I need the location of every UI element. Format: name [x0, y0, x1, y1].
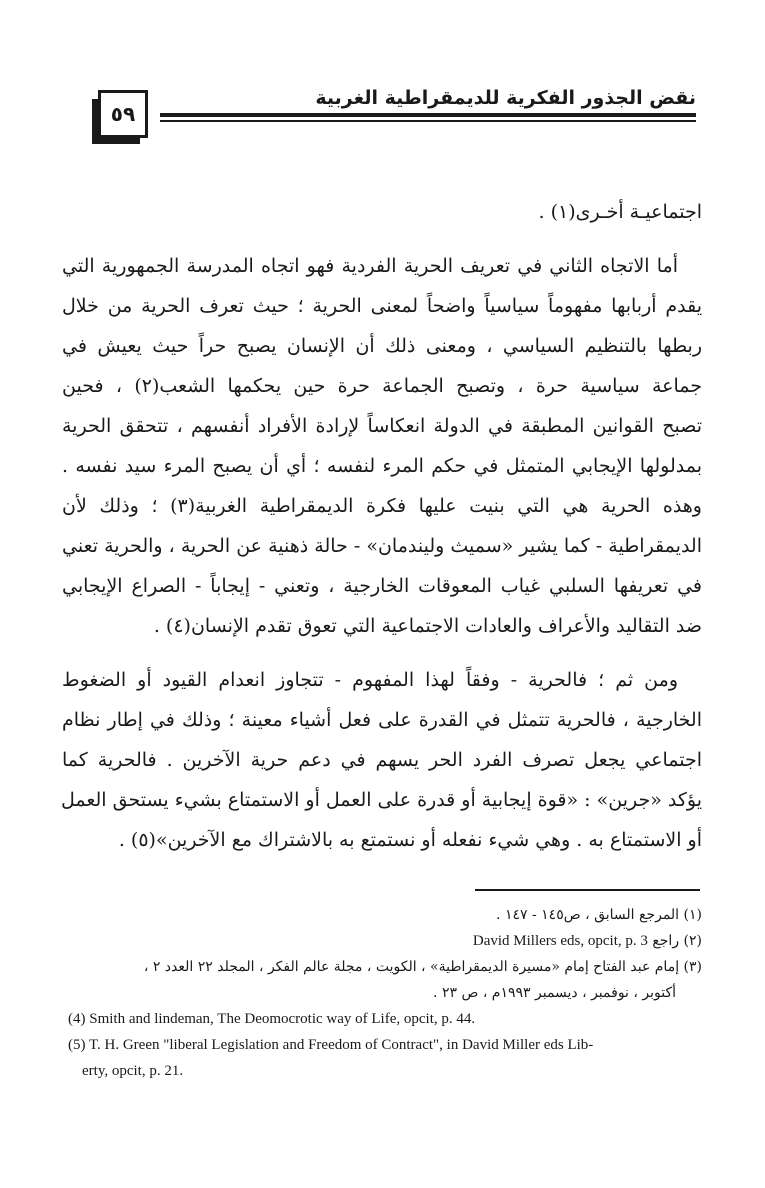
header-rule-thick [160, 113, 696, 117]
page-number: ٥٩ [110, 102, 136, 126]
header-rule-thin [160, 120, 696, 122]
text-line: ضد التقاليد والأعراف والعادات الاجتماعية التي تعوق تقدم الإنسان(٤) . [153, 615, 702, 637]
paragraph-2 [62, 246, 702, 646]
footnote-5-line-2: erty, opcit, p. 21. [82, 1063, 184, 1079]
footnote-1: (١) المرجع السابق ، ص١٤٥ - ١٤٧ . [496, 907, 702, 923]
text-line: ومن ثم ؛ فالحرية - وفقاً لهذا المفهوم - تتجاوز انعدام القيود أو الضغوط [62, 669, 678, 691]
text-line: يقدم أربابها مفهوماً سياسياً واضحاً لمعنى الحرية ؛ حيث تعرف الحرية من خلال [62, 295, 702, 317]
text-line: ربطها بالتنظيم السياسي ، ومعنى ذلك أن الإنسان يصبح حراً حيث يعيش في [62, 335, 702, 357]
page-number-box [98, 90, 148, 138]
footnote-separator [475, 889, 700, 891]
text-line: في تعريفها السلبي غياب المعوقات الخارجية ، وتعني - إيجاباً - الصراع الإيجابي [62, 575, 702, 597]
footnote-2-label: (٢) راجع [652, 933, 702, 949]
footnote-2-reference: David Millers eds, opcit, p. 3 [472, 933, 648, 949]
text-line: اجتماعي يجعل تصرف الفرد الحر يسهم في دعم حرية الآخرين . فالحرية كما [62, 749, 702, 771]
text-line: أو الاستمتاع به . وهي شيء نفعله أو نستمتع به بالاشتراك مع الآخرين»(٥) . [118, 829, 702, 851]
text-line: أما الاتجاه الثاني في تعريف الحرية الفردية فهو اتجاه المدرسة الجمهورية التي [62, 255, 678, 277]
text-line: الخارجية ، فالحرية تتمثل في القدرة على فعل أشياء معينة ؛ وذلك في إطار نظام [62, 709, 702, 731]
body-text [62, 192, 702, 860]
text-line: اجتماعيـة أخـرى(١) . [538, 201, 702, 223]
text-line: تصبح القوانين المطبقة في الدولة انعكاساً لإرادة الأفراد أنفسهم ، تتحقق الحرية [62, 415, 702, 437]
text-line: جماعة سياسية حرة ، وتصبح الجماعة حرة حين يحكمها الشعب(٢) ، فحين [62, 375, 702, 397]
text-line: وهذه الحرية هي التي بنيت عليها فكرة الديمقراطية الغربية(٣) ؛ وذلك لأن [62, 495, 702, 517]
text-line: بمدلولها الإيجابي المتمثل في حكم المرء لنفسه ؛ أي أن يصبح المرء سيد نفسه . [62, 455, 702, 477]
footnote-3-line-1: (٣) إمام عبد الفتاح إمام «مسيرة الديمقراطية» ، الكويت ، مجلة عالم الفكر ، المجلد ٢٢ العدد ٢ ، [143, 959, 702, 975]
footnotes [68, 902, 702, 1084]
paragraph-3 [62, 660, 702, 860]
paragraph-1 [62, 192, 702, 232]
footnote-2 [68, 928, 702, 954]
footnote-5-line-1: (5) T. H. Green "liberal Legislation and Freedom of Contract", in David Miller eds Lib- [68, 1037, 594, 1053]
footnote-4: (4) Smith and lindeman, The Deomocrotic way of Life, opcit, p. 44. [68, 1011, 476, 1027]
text-line: يؤكد «جرين» : «قوة إيجابية أو قدرة على العمل أو الاستمتاع بشيء يستحق العمل [60, 789, 702, 811]
footnote-3-line-2: أكتوبر ، نوفمبر ، ديسمبر ١٩٩٣م ، ص ٢٣ . [433, 985, 676, 1001]
text-line: الديمقراطية - كما يشير «سميث وليندمان» - حالة ذهنية عن الحرية ، والحرية تعني [62, 535, 702, 557]
running-header-title: نقض الجذور الفكرية للديمقراطية الغربية [315, 87, 696, 109]
